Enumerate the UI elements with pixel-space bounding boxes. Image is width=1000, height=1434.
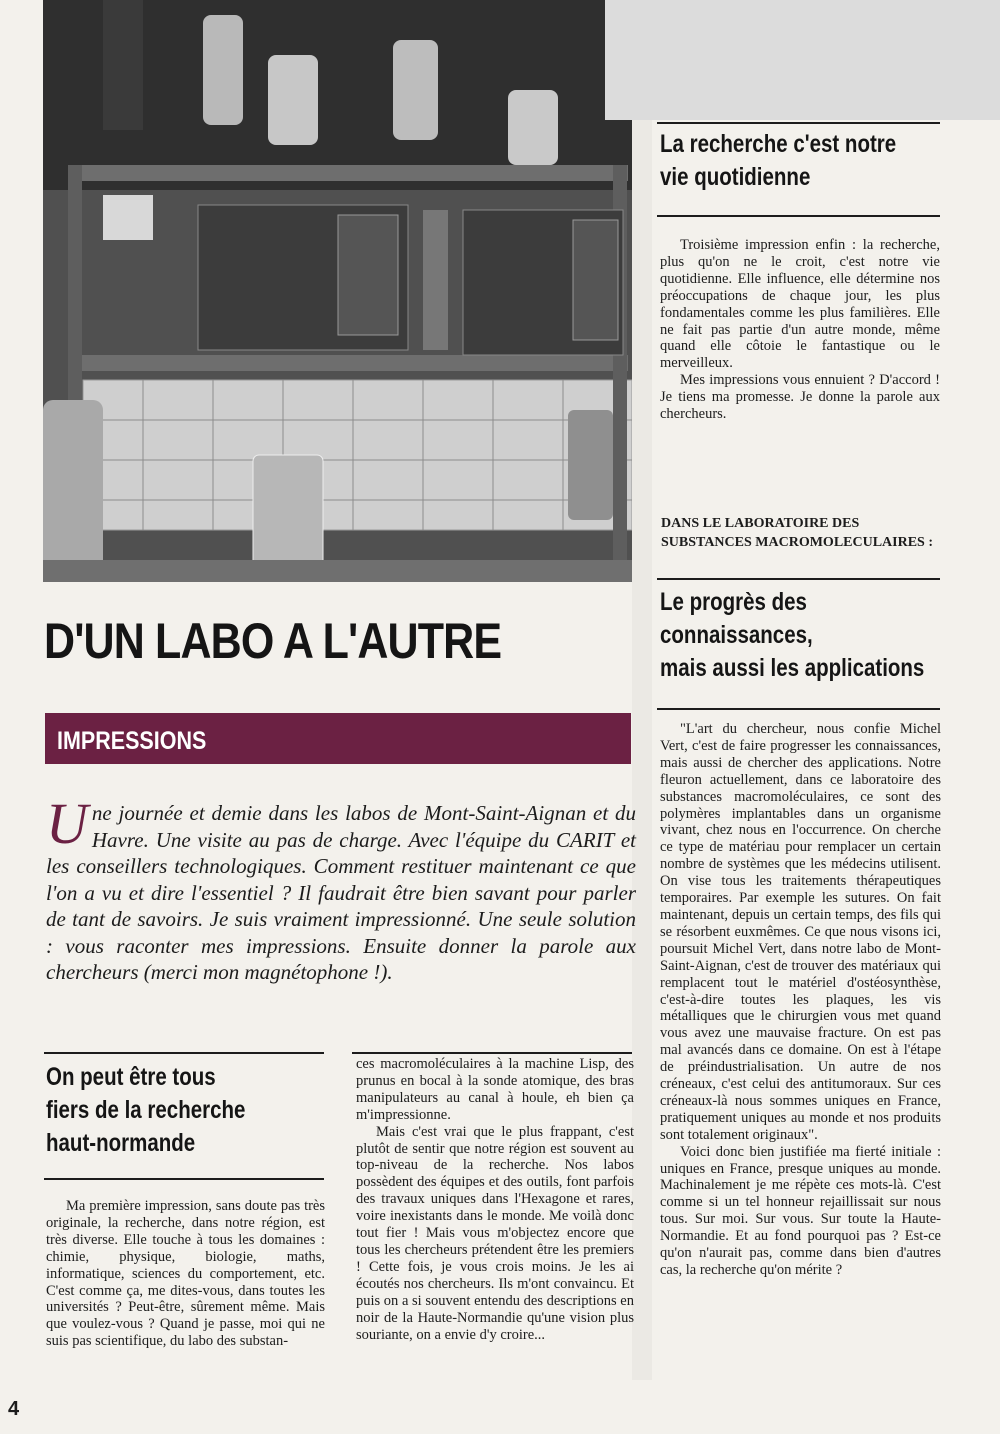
heading-line: Le progrès des xyxy=(660,588,807,616)
section-label: IMPRESSIONS xyxy=(57,727,207,755)
drop-cap: U xyxy=(46,791,88,856)
paragraph: Mes impressions vous ennuient ? D'accord ! Je tiens ma promesse. Je donne la parole aux chercheurs. xyxy=(660,372,940,423)
article-title: D'UN LABO A L'AUTRE xyxy=(44,613,502,669)
column-rule xyxy=(657,708,940,710)
paragraph: "L'art du chercheur, nous confie Michel Vert, c'est de faire progresser les connaissances, mais aussi de chercher des applications. Notre fleuron actuellement, dans ce laboratoire des substances macromoléculaires, ce sont des polymères implantables dans un organisme vivant, chez nous en l'occurrence. On cherche ce type de matériau pour remplacer un certain nombre de systèmes que les médecins utilisent. On vise tous les traitements thérapeutiques temporaires. Par exemple les sutures. On fait maintenant, depuis un certain temps, des fils qui se résorbent euxmêmes. Ce que nous visons ici, poursuit Michel Vert, dans notre labo de Mont-Saint-Aignan, c'est de trouver des matériaux qui remplacent tout le matériel d'ostéosynthèse, c'est-à-dire toutes les plaques, les vis métalliques que le chirurgien vous met quand vous avez une mauvaise fracture. On est pas mal avancés dans ce domaine. On est à l'étape de préindustrialisation. Un autre de nos créneaux, c'est celui des antitumoraux. Sur ces créneaux-là nous sommes uniques en France, pratiquement uniques au monde et nos produits sont totalement originaux". xyxy=(660,721,941,1143)
heading-line: haut-normande xyxy=(46,1129,196,1157)
laboratory-photo xyxy=(43,0,632,582)
paragraph: Voici donc bien justifiée ma fierté initiale : uniques en France, presque uniques au monde. Machinalement je me répète ces mots-là. C'est comme si un tel honneur rejaillissait sur nous tous. Sur moi. Sur vous. Sur toute la Haute-Normandie. Et au fond pourquoi pas ? Est-ce qu'on n'aurait pas, comme dans bien d'autres cas, la recherche qu'on mérite ? xyxy=(660,1143,941,1278)
col3-heading-1 xyxy=(660,128,939,194)
background-shade xyxy=(605,0,1000,120)
paragraph: Mais c'est vrai que le plus frappant, c'est plutôt de sentir que notre région est souvent au top-niveau de la recherche. Nos labos possèdent des équipes et des outils, font parfois des travaux uniques dans l'Hexagone et rares, voire inexistants dans le monde. Me voilà donc tout fier ! Mais vous m'objectez encore que tous les chercheurs prétendent être les premiers ! Cette fois, je vous crois moins. Je les ai écoutés nos chercheurs. Ils m'ont convaincu. Et puis on a si souvent entendu des descriptions en noir de la Haute-Normandie qu'une vision plus souriante, on a envie d'y croire... xyxy=(356,1123,634,1343)
heading-line: vie quotidienne xyxy=(660,163,811,191)
laboratory-photo-drawing xyxy=(43,0,632,582)
heading-line: mais aussi les applications xyxy=(660,654,925,682)
column-rule xyxy=(657,122,940,124)
page-number: 4 xyxy=(8,1398,20,1420)
column-rule xyxy=(352,1052,632,1054)
paragraph: ces macromoléculaires à la machine Lisp, des prunus en bocal à la sonde atomique, des bras manipulateurs au canal à houle, eh bien ça m'impressionne. xyxy=(356,1056,634,1123)
background-shade xyxy=(632,120,652,1380)
heading-line: On peut être tous xyxy=(46,1063,216,1091)
paragraph: Troisième impression enfin : la recherche, plus qu'on ne le croit, c'est notre vie quotidienne. Elle influence, elle détermine nos préoccupations de chaque jour, les plus fondamentales comme les plus familières. Elle ne fait pas partie d'un autre monde, même quand elle côtoie le fantastique ou le merveilleux. xyxy=(660,237,940,372)
column-rule xyxy=(657,578,940,580)
column-rule xyxy=(44,1052,324,1054)
col3-heading-2 xyxy=(660,586,943,685)
col3-body-2 xyxy=(660,721,941,1279)
column-rule xyxy=(44,1178,324,1180)
column-rule xyxy=(657,215,940,217)
heading-line: fiers de la recherche xyxy=(46,1096,246,1124)
intro-text: ne journée et demie dans les labos de Mont-Saint-Aignan et du Havre. Une visite au pas de charge. Avec l'équipe du CARIT et les conseillers technologiques. Comment restituer maintenant ce que l'on a vu et dire l'essentiel ? Il faudrait être bien savant pour parler de tant de savoirs. Je suis vraiment impressionné. Une seule solution : vous raconter mes impressions. Ensuite donner la parole aux chercheurs (merci mon magnétophone !). xyxy=(46,801,636,984)
paragraph: Ma première impression, sans doute pas très originale, la recherche, dans notre région, est très diverse. Elle touche à tous les domaines : chimie, physique, biologie, maths, informatique, sciences du comportement, etc. C'est comme ça, me dites-vous, dans toutes les universités ? Peut-être, sûrement même. Mais que voulez-vous ? Quand je passe, moi qui ne suis pas scientifique, du labo des substan- xyxy=(46,1198,325,1350)
intro-paragraph xyxy=(46,791,636,986)
heading-line: La recherche c'est notre xyxy=(660,130,897,158)
col1-heading xyxy=(46,1061,308,1160)
lab-caption: DANS LE LABORATOIRE DES SUBSTANCES MACROMOLECULAIRES : xyxy=(661,516,934,550)
col3-body-1 xyxy=(660,237,940,423)
col2-body xyxy=(356,1056,634,1343)
col1-body xyxy=(46,1198,325,1350)
heading-line: connaissances, xyxy=(660,621,813,649)
section-band xyxy=(45,713,631,764)
